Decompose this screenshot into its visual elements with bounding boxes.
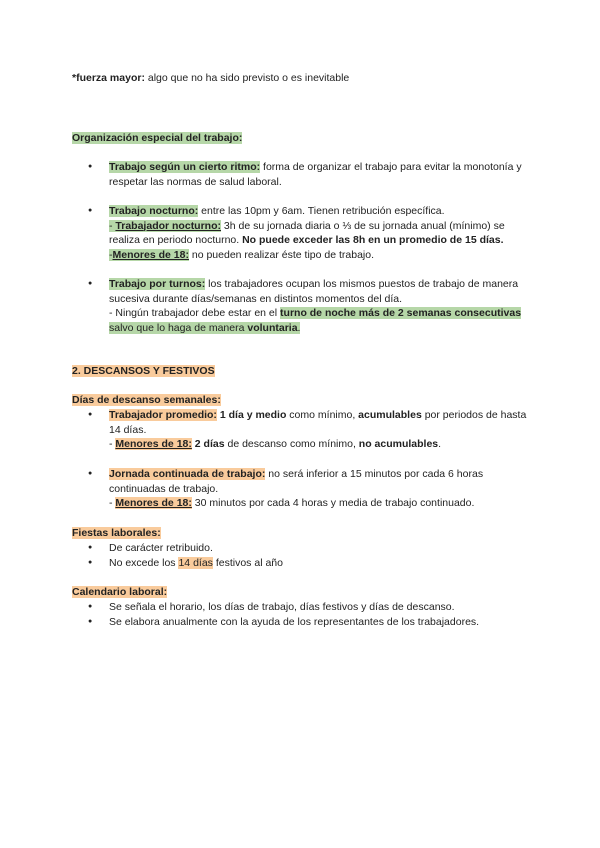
list-item <box>72 600 532 615</box>
item-text: como mínimo, <box>286 409 359 421</box>
subheading: Calendario laboral: <box>72 586 168 598</box>
item-text: por periodos de hasta 14 días. <box>109 409 527 436</box>
dash: - <box>109 497 116 509</box>
sub-bold: no acumulables <box>358 438 439 450</box>
item-text: Se señala el horario, los días de trabajo, días festivos y días de descanso. <box>109 601 455 613</box>
list-item <box>72 160 532 189</box>
item-text: No excede los <box>109 556 179 569</box>
org-list-turnos <box>72 277 532 335</box>
item-text: entre las 10pm y 6am. Tienen retribución específica. <box>198 205 445 217</box>
item-bold: 1 día y medio <box>216 409 287 421</box>
sub-label: Menores de 18: <box>115 438 192 450</box>
sub-line-menores <box>109 496 532 511</box>
list-item <box>72 408 532 452</box>
sub-text: . <box>297 321 301 334</box>
subheading: Días de descanso semanales: <box>72 394 221 406</box>
sub-label: Menores de 18: <box>112 248 189 261</box>
sub-text: no pueden realizar éste tipo de trabajo. <box>188 248 374 261</box>
sub-label: Menores de 18: <box>115 497 192 509</box>
org-list-nocturno <box>72 204 532 262</box>
item-text: Se elabora anualmente con la ayuda de los representantes de los trabajadores. <box>109 615 480 628</box>
list-item <box>72 541 532 556</box>
sub-text: salvo que lo haga de manera <box>109 321 248 334</box>
item-bold: acumulables <box>358 409 422 421</box>
sub-label: Trabajador nocturno: <box>115 219 222 232</box>
sub-line-menores <box>109 248 532 263</box>
descansos-heading <box>72 364 532 379</box>
semanales-heading <box>72 393 532 408</box>
sub-line-menores <box>109 437 532 452</box>
item-title: Trabajador promedio: <box>109 409 217 421</box>
jornada-list <box>72 467 532 511</box>
org-heading-text: Organización especial del trabajo: <box>72 132 243 144</box>
sub-bold: No puede exceder las 8h en un promedio de 15 días. <box>242 234 504 246</box>
sub-text: . <box>438 438 442 450</box>
sub-bold: voluntaria <box>247 321 298 334</box>
fuerza-def: algo que no ha sido previsto o es inevitable <box>144 72 350 84</box>
sub-line-trabajador <box>109 219 532 248</box>
org-list <box>72 160 532 189</box>
item-title: Trabajo por turnos: <box>109 278 206 290</box>
sub-text: - Ningún trabajador debe estar en el <box>109 307 281 319</box>
sub-bold: 2 días <box>191 438 225 450</box>
org-heading <box>72 131 532 146</box>
item-text: De carácter retribuido. <box>109 542 213 554</box>
list-item <box>72 277 532 335</box>
sub-text: 3h de su jornada diaria o ⅓ de su jornada anual (mínimo) se realiza en periodo nocturno. <box>109 219 505 246</box>
sub-text: de descanso como mínimo, <box>224 438 359 450</box>
item-title: Trabajo nocturno: <box>109 205 199 217</box>
sub-line-turnos <box>109 306 532 335</box>
dash: - <box>109 248 113 261</box>
fiestas-list <box>72 541 532 570</box>
calendario-heading <box>72 585 532 600</box>
dash: - <box>109 219 116 232</box>
item-text: forma de organizar el trabajo para evitar la monotonía y respetar las normas de salud laboral. <box>109 161 522 188</box>
item-text: no será inferior a 15 minutos por cada 6 horas continuadas de trabajo. <box>109 468 484 495</box>
item-title: Trabajo según un cierto ritmo: <box>109 161 261 173</box>
fuerza-term: *fuerza mayor: <box>72 72 145 84</box>
dash: - <box>109 438 116 450</box>
semanales-list <box>72 408 532 452</box>
item-title: Jornada continuada de trabajo: <box>109 468 266 480</box>
list-item <box>72 204 532 262</box>
list-item <box>72 467 532 511</box>
sub-text: 30 minutos por cada 4 horas y media de trabajo continuado. <box>191 497 475 509</box>
sub-bold: turno de noche más de 2 semanas consecutivas <box>280 307 522 319</box>
fiestas-heading <box>72 526 532 541</box>
calendario-list <box>72 600 532 629</box>
list-item <box>72 615 532 630</box>
list-item <box>72 556 532 571</box>
item-highlight: 14 días <box>178 556 213 569</box>
section-heading: 2. DESCANSOS Y FESTIVOS <box>72 365 215 377</box>
item-text: los trabajadores ocupan los mismos puestos de trabajo de manera sucesiva durante días/semanas en distintos momentos del día. <box>109 278 519 305</box>
fuerza-mayor-note <box>72 71 532 86</box>
item-text: festivos al año <box>212 556 283 569</box>
subheading: Fiestas laborales: <box>72 527 161 539</box>
